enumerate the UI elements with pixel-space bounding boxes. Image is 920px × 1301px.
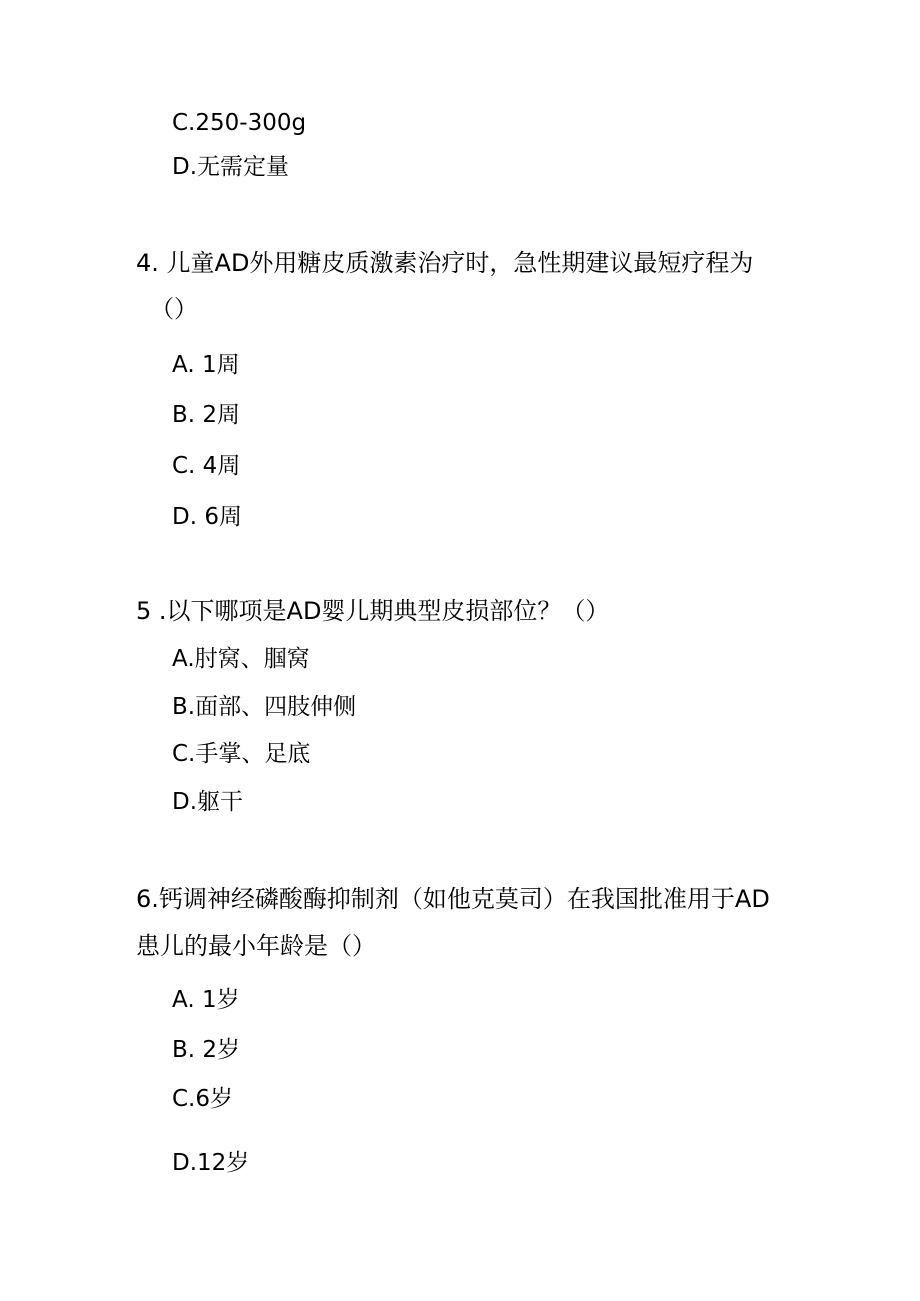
- q6-option-a: A. 1岁: [172, 987, 240, 1013]
- q6-option-c: C.6岁: [172, 1086, 234, 1112]
- q4-option-a: A. 1周: [172, 352, 240, 378]
- q4-option-b: B. 2周: [172, 402, 241, 428]
- q5-option-d: D.躯干: [172, 789, 244, 815]
- q3-option-c: C.250-300g: [172, 110, 307, 136]
- q6-option-b: B. 2岁: [172, 1037, 241, 1063]
- q4-stem-line2: （）: [150, 295, 198, 323]
- q5-option-c: C.手掌、足底: [172, 741, 311, 767]
- q4-option-c: C. 4周: [172, 453, 241, 479]
- q5-option-b: B.面部、四肢伸侧: [172, 694, 357, 720]
- q6-stem-line2: 患儿的最小年龄是（）: [136, 932, 376, 960]
- q3-option-d: D.无需定量: [172, 154, 290, 180]
- q4-stem-line1: 4. 儿童AD外用糖皮质激素治疗时，急性期建议最短疗程为: [136, 249, 754, 277]
- q5-option-a: A.肘窝、腘窝: [172, 646, 310, 672]
- q5-stem: 5 .以下哪项是AD婴儿期典型皮损部位？（）: [136, 597, 610, 625]
- q6-option-d: D.12岁: [172, 1150, 250, 1176]
- q6-stem-line1: 6.钙调神经磷酸酶抑制剂（如他克莫司）在我国批准用于AD: [136, 885, 770, 913]
- q4-option-d: D. 6周: [172, 504, 242, 530]
